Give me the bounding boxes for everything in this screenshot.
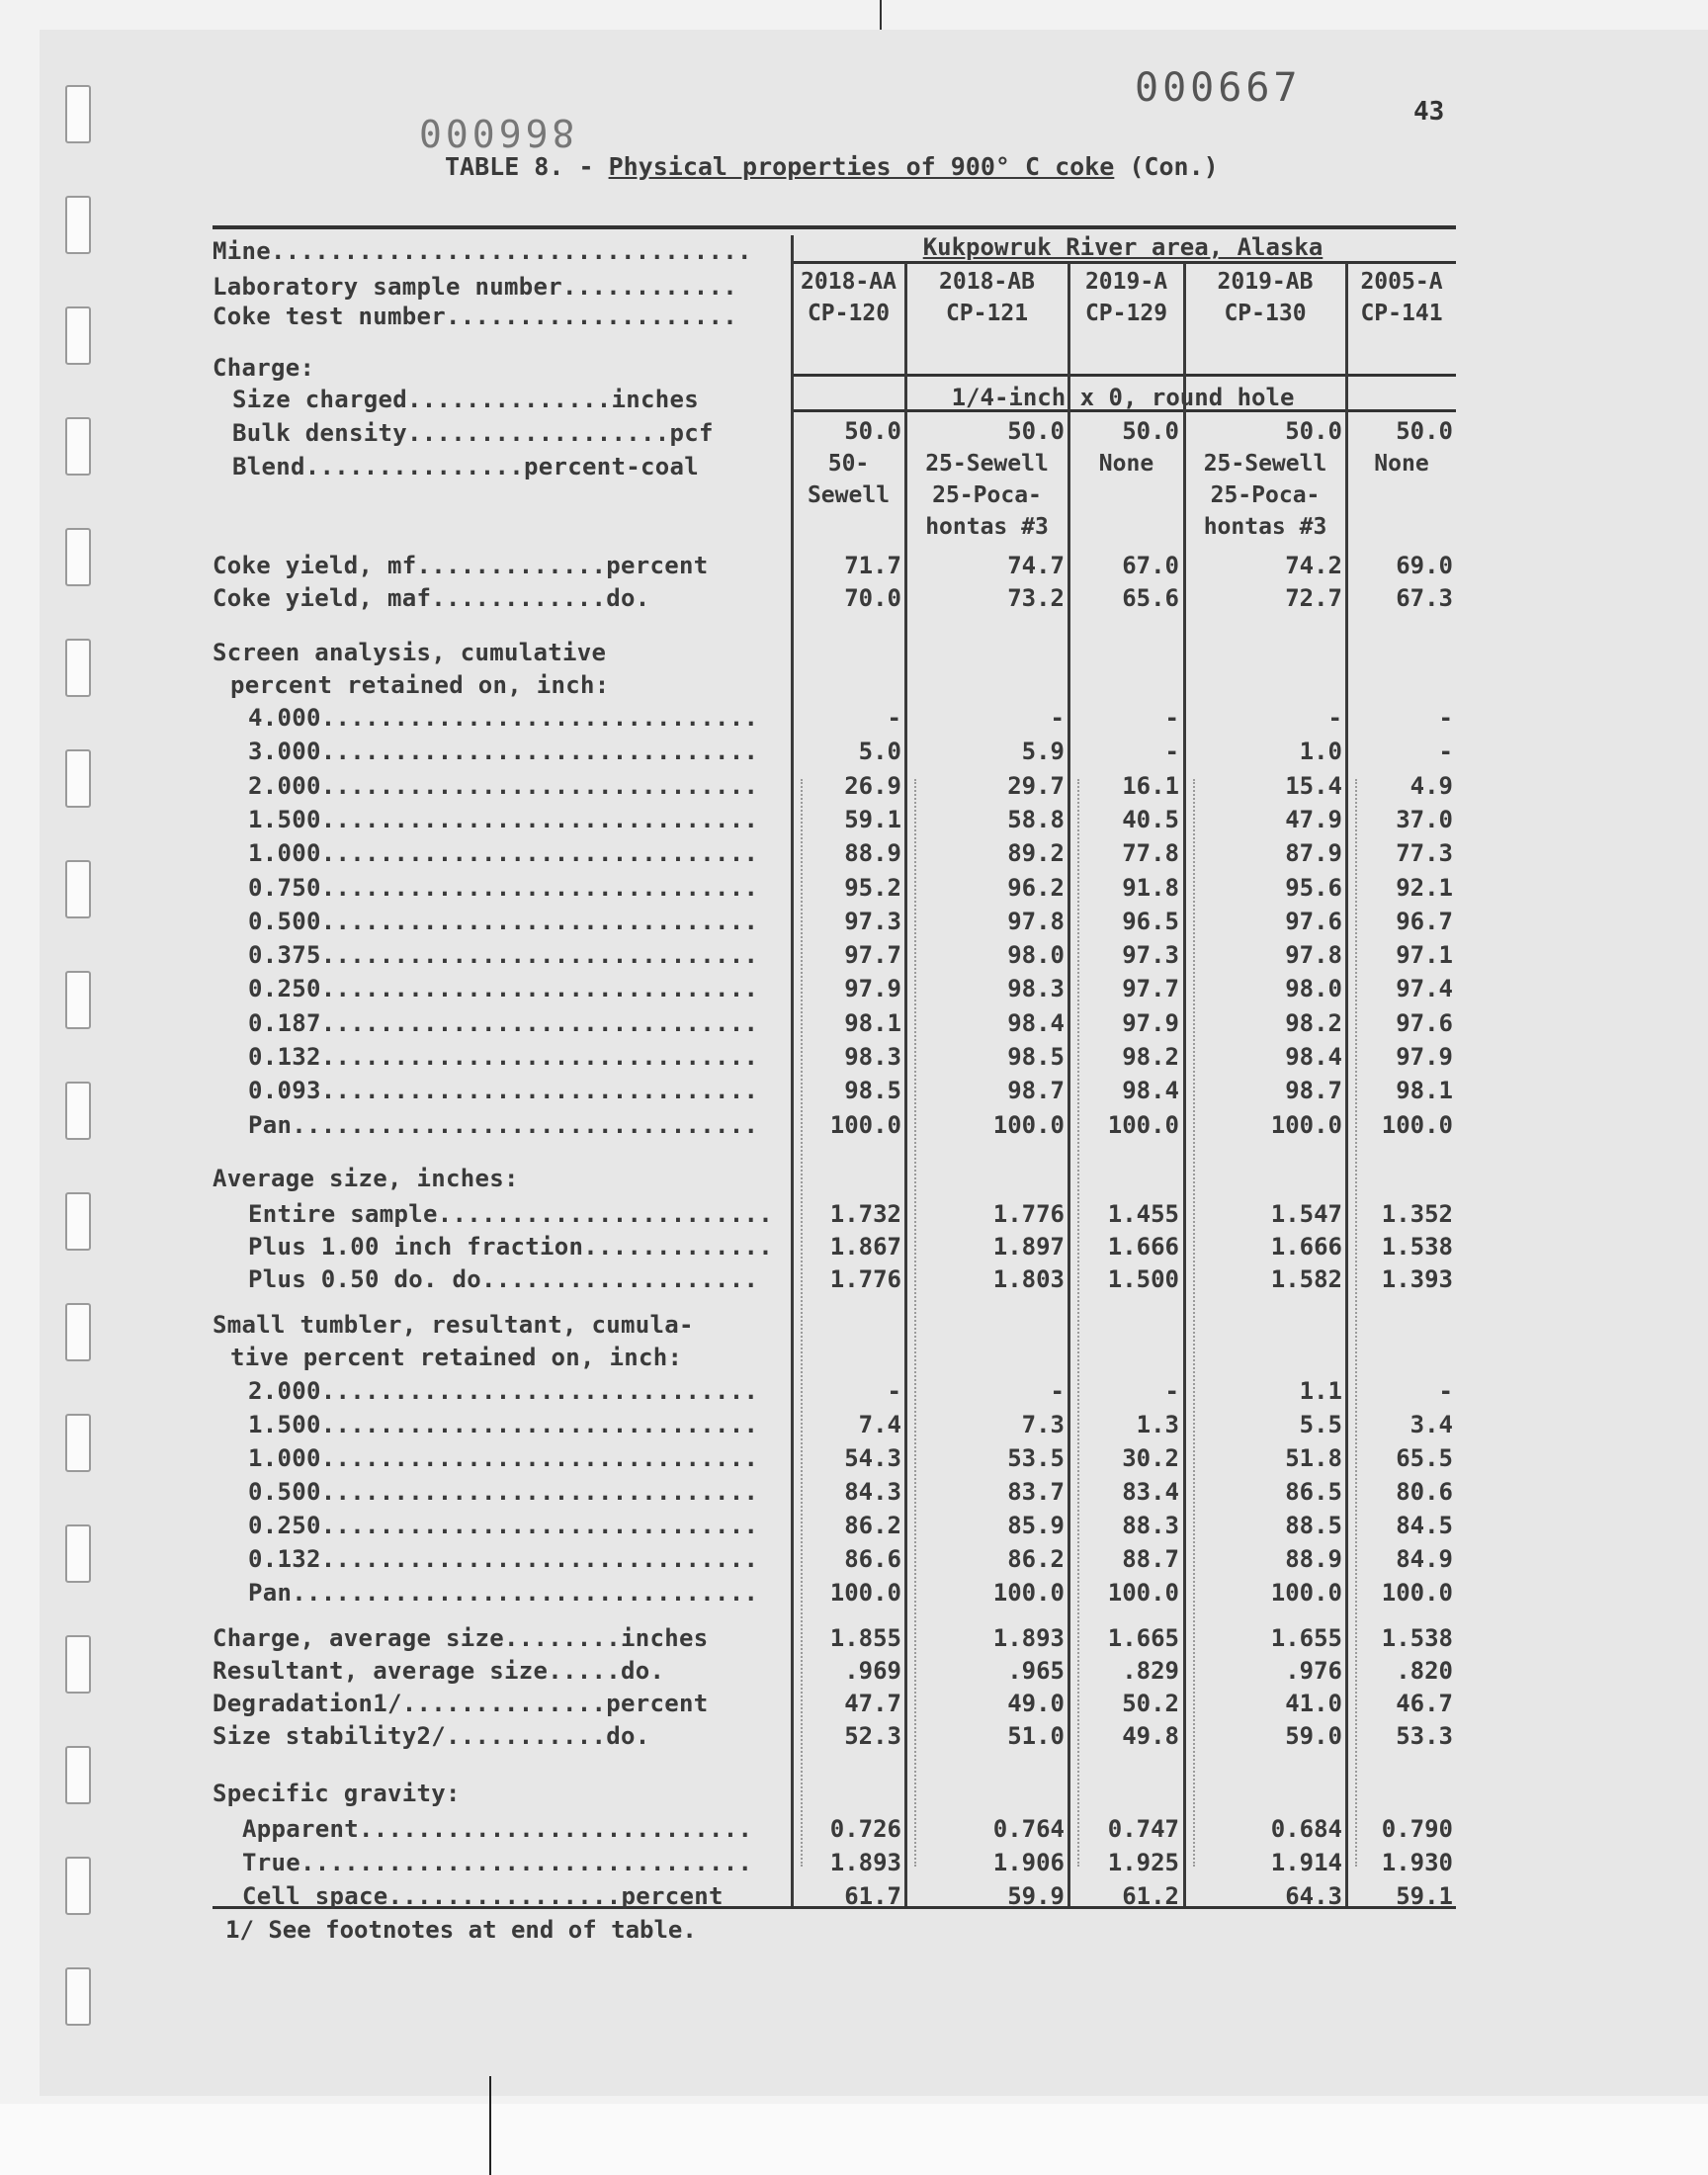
stamp-number-top-left: 866000 <box>415 111 575 154</box>
specific-gravity-cell: 1.914 <box>1270 1849 1342 1876</box>
screen-cell: 97.8 <box>1285 941 1342 970</box>
tumbler-cell: 100.0 <box>1107 1579 1179 1607</box>
table-title-suffix: (Con.) <box>1114 152 1219 181</box>
summary-label: Size stability2/...........do. <box>213 1722 650 1750</box>
tumbler-cell: 86.2 <box>844 1512 901 1539</box>
binder-hole <box>65 1524 91 1583</box>
screen-size-label: 0.132.............................. <box>248 1043 759 1071</box>
screen-size-label: 2.000.............................. <box>248 771 759 800</box>
screen-cell: 16.1 <box>1122 771 1179 800</box>
coke-yield-cell: 67.0 <box>1122 552 1179 579</box>
lab-sample-label: Laboratory sample number............ <box>213 273 737 301</box>
tumbler-size-label: 0.500.............................. <box>248 1478 759 1506</box>
average-size-cell: 1.803 <box>992 1265 1065 1293</box>
specific-gravity-cell: 0.684 <box>1270 1815 1342 1843</box>
screen-cell: 97.7 <box>1122 975 1179 1003</box>
blend-cell: 25-Poca- <box>932 482 1042 508</box>
fold-mark-top <box>880 0 882 30</box>
tumbler-cell: - <box>1050 1377 1065 1405</box>
lab-sample-number: 2005-A <box>1360 269 1443 295</box>
bulk-density-cell: 50.0 <box>1396 417 1453 445</box>
tumbler-cell: 51.8 <box>1285 1444 1342 1472</box>
screen-cell: 97.7 <box>844 941 901 970</box>
screen-size-label: 0.750.............................. <box>248 873 759 902</box>
specific-gravity-cell: 59.9 <box>1007 1882 1065 1910</box>
specific-gravity-cell: 0.726 <box>829 1815 901 1843</box>
fold-mark-bottom <box>489 2076 491 2175</box>
table-title-prefix: TABLE 8. - <box>445 152 609 181</box>
summary-label: Degradation1/..............percent <box>213 1690 709 1717</box>
screen-cell: 100.0 <box>829 1110 901 1139</box>
average-size-cell: 1.776 <box>829 1265 901 1293</box>
specific-gravity-cell: 59.1 <box>1396 1882 1453 1910</box>
screen-size-label: 1.000.............................. <box>248 839 759 868</box>
summary-cell: 49.8 <box>1122 1722 1179 1750</box>
binder-hole <box>65 1082 91 1140</box>
blend-cell: hontas #3 <box>1203 514 1327 540</box>
screen-cell: 5.0 <box>858 738 901 766</box>
screen-cell: 98.5 <box>844 1077 901 1105</box>
charge-heading: Charge: <box>213 354 315 382</box>
screen-cell: - <box>1164 704 1179 732</box>
summary-cell: 59.0 <box>1285 1722 1342 1750</box>
binder-hole <box>65 1192 91 1251</box>
coke-test-number: CP-129 <box>1084 301 1168 326</box>
screen-cell: 97.6 <box>1396 1008 1453 1037</box>
screen-cell: 97.1 <box>1396 941 1453 970</box>
screen-cell: 100.0 <box>1381 1110 1453 1139</box>
specific-gravity-cell: 61.2 <box>1122 1882 1179 1910</box>
size-charged-label: Size charged..............inches <box>232 386 699 413</box>
tumbler-size-label: 2.000.............................. <box>248 1377 759 1405</box>
screen-cell: 58.8 <box>1007 805 1065 833</box>
page-number: 43 <box>1413 97 1445 127</box>
screen-cell: 98.3 <box>1007 975 1065 1003</box>
coke-yield-label: Coke yield, maf............do. <box>213 584 650 612</box>
screen-cell: 98.2 <box>1122 1043 1179 1071</box>
coke-yield-cell: 65.6 <box>1122 584 1179 612</box>
blend-cell: Sewell <box>807 482 891 508</box>
specific-gravity-cell: 61.7 <box>844 1882 901 1910</box>
summary-cell: 49.0 <box>1007 1690 1065 1717</box>
summary-cell: .976 <box>1285 1657 1342 1685</box>
tumbler-cell: 100.0 <box>992 1579 1065 1607</box>
tumbler-cell: 84.3 <box>844 1478 901 1506</box>
blend-cell: 50- <box>827 451 870 477</box>
average-size-cell: 1.547 <box>1270 1200 1342 1228</box>
specific-gravity-cell: 1.930 <box>1381 1849 1453 1876</box>
coke-yield-cell: 71.7 <box>844 552 901 579</box>
table-top-rule <box>213 225 1456 229</box>
summary-cell: .820 <box>1396 1657 1453 1685</box>
screen-cell: 97.4 <box>1396 975 1453 1003</box>
summary-cell: 1.855 <box>829 1624 901 1652</box>
stamp-number-top-right: 000667 <box>1135 65 1302 111</box>
bulk-density-cell: 50.0 <box>844 417 901 445</box>
size-charged-value: 1/4-inch x 0, round hole <box>951 384 1295 411</box>
summary-label: Resultant, average size.....do. <box>213 1657 665 1685</box>
binder-hole <box>65 1414 91 1472</box>
binder-hole <box>65 1857 91 1915</box>
screen-cell: 5.9 <box>1021 738 1065 766</box>
screen-cell: 98.0 <box>1007 941 1065 970</box>
tumbler-cell: 84.5 <box>1396 1512 1453 1539</box>
screen-cell: 97.9 <box>1396 1043 1453 1071</box>
screen-cell: 92.1 <box>1396 873 1453 902</box>
blend-cell: 25-Poca- <box>1210 482 1321 508</box>
data-table <box>213 225 1456 1910</box>
average-size-cell: 1.666 <box>1107 1233 1179 1261</box>
tumbler-cell: 84.9 <box>1396 1545 1453 1573</box>
screen-cell: 97.6 <box>1285 907 1342 935</box>
average-size-cell: 1.538 <box>1381 1233 1453 1261</box>
screen-size-label: Pan................................ <box>248 1110 759 1139</box>
header-bottom-rule <box>791 374 1456 377</box>
table-title <box>445 152 1219 181</box>
tumbler-cell: 54.3 <box>844 1444 901 1472</box>
tumbler-cell: 83.4 <box>1122 1478 1179 1506</box>
screen-cell: 96.5 <box>1122 907 1179 935</box>
coke-test-number: CP-141 <box>1360 301 1443 326</box>
bulk-density-label: Bulk density..................pcf <box>232 419 714 447</box>
tumbler-cell: 100.0 <box>829 1579 901 1607</box>
tumbler-cell: 88.7 <box>1122 1545 1179 1573</box>
summary-cell: .969 <box>844 1657 901 1685</box>
screen-cell: 97.8 <box>1007 907 1065 935</box>
screen-cell: 97.3 <box>1122 941 1179 970</box>
tumbler-cell: 5.5 <box>1299 1411 1342 1438</box>
screen-analysis-heading: Screen analysis, cumulative <box>213 639 607 666</box>
average-size-cell: 1.666 <box>1270 1233 1342 1261</box>
lab-sample-number: 2018-AA <box>801 269 897 295</box>
screen-cell: 37.0 <box>1396 805 1453 833</box>
screen-cell: 95.6 <box>1285 873 1342 902</box>
specific-gravity-cell: 1.906 <box>992 1849 1065 1876</box>
screen-cell: 77.8 <box>1122 839 1179 868</box>
screen-cell: 98.0 <box>1285 975 1342 1003</box>
screen-cell: 98.3 <box>844 1043 901 1071</box>
tumbler-cell: 86.2 <box>1007 1545 1065 1573</box>
screen-cell: 98.5 <box>1007 1043 1065 1071</box>
specific-gravity-label: Cell space................percent <box>242 1882 724 1910</box>
binder-hole <box>65 749 91 808</box>
blend-cell: 25-Sewell <box>925 451 1049 477</box>
screen-size-label: 1.500.............................. <box>248 805 759 833</box>
summary-label: Charge, average size........inches <box>213 1624 709 1652</box>
screen-cell: 98.1 <box>1396 1077 1453 1105</box>
screen-cell: 100.0 <box>1107 1110 1179 1139</box>
tumbler-cell: - <box>1438 1377 1453 1405</box>
average-size-cell: 1.352 <box>1381 1200 1453 1228</box>
coke-yield-cell: 70.0 <box>844 584 901 612</box>
coke-test-number: CP-120 <box>807 301 891 326</box>
bulk-density-cell: 50.0 <box>1007 417 1065 445</box>
tumbler-cell: 3.4 <box>1409 1411 1453 1438</box>
specific-gravity-cell: 0.764 <box>992 1815 1065 1843</box>
summary-cell: 47.7 <box>844 1690 901 1717</box>
blend-label: Blend...............percent-coal <box>232 453 699 480</box>
summary-cell: .965 <box>1007 1657 1065 1685</box>
specific-gravity-cell: 1.893 <box>829 1849 901 1876</box>
screen-cell: 15.4 <box>1285 771 1342 800</box>
screen-cell: 98.1 <box>844 1008 901 1037</box>
mine-label: Mine................................. <box>213 237 752 265</box>
average-size-label: Plus 0.50 do. do................... <box>248 1265 759 1293</box>
screen-cell: 40.5 <box>1122 805 1179 833</box>
specific-gravity-label: Apparent........................... <box>242 1815 753 1843</box>
screen-cell: 77.3 <box>1396 839 1453 868</box>
blend-cell: 25-Sewell <box>1203 451 1327 477</box>
tumbler-cell: 53.5 <box>1007 1444 1065 1472</box>
screen-cell: - <box>887 704 901 732</box>
binder-hole <box>65 639 91 697</box>
lab-sample-number: 2019-A <box>1084 269 1168 295</box>
screen-cell: 91.8 <box>1122 873 1179 902</box>
summary-cell: .829 <box>1122 1657 1179 1685</box>
tumbler-cell: 30.2 <box>1122 1444 1179 1472</box>
blend-cell: None <box>1098 451 1154 477</box>
blend-cell: hontas #3 <box>925 514 1049 540</box>
summary-cell: 53.3 <box>1396 1722 1453 1750</box>
screen-analysis-subheading: percent retained on, inch: <box>230 671 610 699</box>
screen-cell: 96.2 <box>1007 873 1065 902</box>
area-name: Kukpowruk River area, Alaska <box>922 233 1324 261</box>
screen-cell: - <box>1327 704 1342 732</box>
tumbler-cell: 86.6 <box>844 1545 901 1573</box>
screen-cell: 87.9 <box>1285 839 1342 868</box>
screen-cell: - <box>1050 704 1065 732</box>
average-size-cell: 1.776 <box>992 1200 1065 1228</box>
coke-yield-label: Coke yield, mf.............percent <box>213 552 709 579</box>
screen-cell: 97.9 <box>1122 1008 1179 1037</box>
average-size-cell: 1.500 <box>1107 1265 1179 1293</box>
lab-sample-number: 2018-AB <box>939 269 1035 295</box>
binder-hole <box>65 1635 91 1694</box>
screen-cell: 98.7 <box>1007 1077 1065 1105</box>
screen-cell: 100.0 <box>992 1110 1065 1139</box>
binder-hole <box>65 860 91 918</box>
binder-hole <box>65 196 91 254</box>
average-size-cell: 1.897 <box>992 1233 1065 1261</box>
table-title-main: Physical properties of 900° C coke <box>608 152 1115 181</box>
tumbler-cell: - <box>1164 1377 1179 1405</box>
screen-cell: 97.3 <box>844 907 901 935</box>
screen-cell: 26.9 <box>844 771 901 800</box>
blend-cell: None <box>1374 451 1429 477</box>
screen-size-label: 4.000.............................. <box>248 704 759 732</box>
tumbler-cell: 100.0 <box>1270 1579 1342 1607</box>
screen-cell: - <box>1438 704 1453 732</box>
screen-size-label: 0.187.............................. <box>248 1008 759 1037</box>
average-size-label: Plus 1.00 inch fraction............. <box>248 1233 773 1261</box>
screen-cell: 100.0 <box>1270 1110 1342 1139</box>
tumbler-cell: 100.0 <box>1381 1579 1453 1607</box>
specific-gravity-cell: 1.925 <box>1107 1849 1179 1876</box>
tumbler-size-label: 1.000.............................. <box>248 1444 759 1472</box>
screen-cell: 98.7 <box>1285 1077 1342 1105</box>
summary-cell: 50.2 <box>1122 1690 1179 1717</box>
tumbler-cell: 65.5 <box>1396 1444 1453 1472</box>
screen-cell: 98.4 <box>1285 1043 1342 1071</box>
area-underline-rule <box>791 261 1456 264</box>
screen-cell: 97.9 <box>844 975 901 1003</box>
bulk-density-cell: 50.0 <box>1285 417 1342 445</box>
coke-test-number: CP-130 <box>1224 301 1307 326</box>
screen-cell: 1.0 <box>1299 738 1342 766</box>
average-size-cell: 1.582 <box>1270 1265 1342 1293</box>
summary-cell: 1.893 <box>992 1624 1065 1652</box>
tumbler-cell: 88.3 <box>1122 1512 1179 1539</box>
tumbler-cell: 86.5 <box>1285 1478 1342 1506</box>
tumbler-size-label: 1.500.............................. <box>248 1411 759 1438</box>
binder-hole <box>65 1967 91 2026</box>
lab-sample-number: 2019-AB <box>1217 269 1314 295</box>
binder-hole <box>65 1746 91 1804</box>
average-size-cell: 1.867 <box>829 1233 901 1261</box>
summary-cell: 1.538 <box>1381 1624 1453 1652</box>
summary-cell: 51.0 <box>1007 1722 1065 1750</box>
screen-cell: 4.9 <box>1409 771 1453 800</box>
tumbler-subheading: tive percent retained on, inch: <box>230 1344 683 1371</box>
screen-size-label: 0.250.............................. <box>248 975 759 1003</box>
coke-yield-cell: 74.2 <box>1285 552 1342 579</box>
screen-cell: - <box>1438 738 1453 766</box>
tumbler-cell: 88.9 <box>1285 1545 1342 1573</box>
screen-cell: 96.7 <box>1396 907 1453 935</box>
tumbler-cell: - <box>887 1377 901 1405</box>
screen-cell: 89.2 <box>1007 839 1065 868</box>
average-size-label: Entire sample....................... <box>248 1200 773 1228</box>
specific-gravity-label: True............................... <box>242 1849 753 1876</box>
screen-cell: - <box>1164 738 1179 766</box>
screen-cell: 47.9 <box>1285 805 1342 833</box>
tumbler-cell: 83.7 <box>1007 1478 1065 1506</box>
average-size-heading: Average size, inches: <box>213 1165 519 1192</box>
bulk-density-cell: 50.0 <box>1122 417 1179 445</box>
summary-cell: 46.7 <box>1396 1690 1453 1717</box>
screen-cell: 95.2 <box>844 873 901 902</box>
binder-hole <box>65 417 91 476</box>
binder-hole <box>65 971 91 1029</box>
tumbler-cell: 88.5 <box>1285 1512 1342 1539</box>
screen-cell: 59.1 <box>844 805 901 833</box>
binder-hole <box>65 85 91 143</box>
specific-gravity-cell: 0.747 <box>1107 1815 1179 1843</box>
specific-gravity-heading: Specific gravity: <box>213 1780 461 1807</box>
tumbler-cell: 85.9 <box>1007 1512 1065 1539</box>
binder-hole <box>65 306 91 365</box>
tumbler-size-label: Pan................................ <box>248 1579 759 1607</box>
binder-hole <box>65 1303 91 1361</box>
coke-yield-cell: 73.2 <box>1007 584 1065 612</box>
summary-cell: 1.655 <box>1270 1624 1342 1652</box>
screen-size-label: 0.375.............................. <box>248 941 759 970</box>
tumbler-cell: 1.1 <box>1299 1377 1342 1405</box>
coke-yield-cell: 69.0 <box>1396 552 1453 579</box>
tumbler-cell: 7.3 <box>1021 1411 1065 1438</box>
average-size-cell: 1.393 <box>1381 1265 1453 1293</box>
screen-size-label: 0.500.............................. <box>248 907 759 935</box>
footnote: 1/ See footnotes at end of table. <box>225 1916 697 1944</box>
screen-cell: 88.9 <box>844 839 901 868</box>
summary-cell: 1.665 <box>1107 1624 1179 1652</box>
screen-cell: 29.7 <box>1007 771 1065 800</box>
coke-yield-cell: 72.7 <box>1285 584 1342 612</box>
tumbler-cell: 7.4 <box>858 1411 901 1438</box>
coke-test-label: Coke test number.................... <box>213 303 737 330</box>
specific-gravity-cell: 0.790 <box>1381 1815 1453 1843</box>
screen-cell: 98.4 <box>1007 1008 1065 1037</box>
specific-gravity-cell: 64.3 <box>1285 1882 1342 1910</box>
average-size-cell: 1.732 <box>829 1200 901 1228</box>
tumbler-cell: 1.3 <box>1136 1411 1179 1438</box>
screen-cell: 98.4 <box>1122 1077 1179 1105</box>
summary-cell: 41.0 <box>1285 1690 1342 1717</box>
coke-yield-cell: 67.3 <box>1396 584 1453 612</box>
tumbler-size-label: 0.250.............................. <box>248 1512 759 1539</box>
coke-test-number: CP-121 <box>945 301 1029 326</box>
screen-size-label: 0.093.............................. <box>248 1077 759 1105</box>
binder-hole <box>65 528 91 586</box>
tumbler-size-label: 0.132.............................. <box>248 1545 759 1573</box>
tumbler-heading: Small tumbler, resultant, cumula- <box>213 1311 694 1339</box>
screen-size-label: 3.000.............................. <box>248 738 759 766</box>
summary-cell: 52.3 <box>844 1722 901 1750</box>
screen-cell: 98.2 <box>1285 1008 1342 1037</box>
scanner-bottom-margin <box>0 2104 1708 2175</box>
average-size-cell: 1.455 <box>1107 1200 1179 1228</box>
tumbler-cell: 80.6 <box>1396 1478 1453 1506</box>
coke-yield-cell: 74.7 <box>1007 552 1065 579</box>
